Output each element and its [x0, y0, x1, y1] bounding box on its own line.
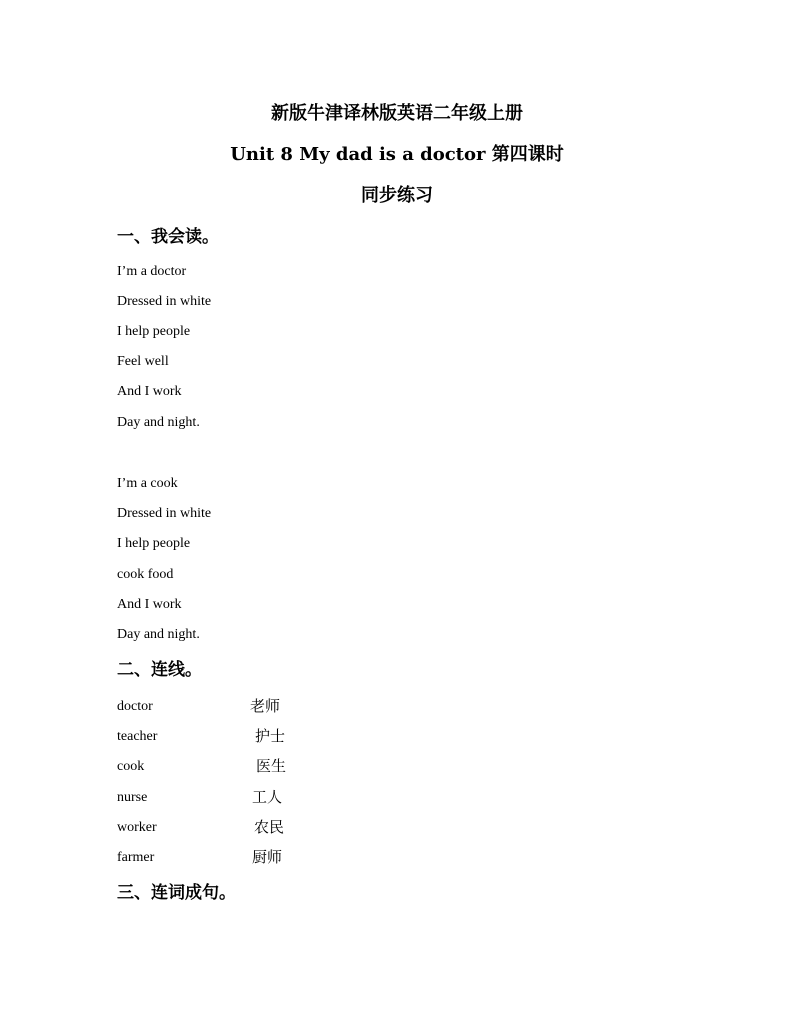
title-line-1: 新版牛津译林版英语二年级上册 — [271, 103, 523, 124]
poem2-line: I’m a cook — [117, 476, 178, 491]
match-english-word: nurse — [117, 790, 148, 805]
match-chinese-word: 厨师 — [252, 848, 283, 866]
poem2-line: cook food — [117, 567, 174, 582]
title-line-3: 同步练习 — [361, 185, 433, 206]
match-chinese-word: 医生 — [256, 757, 287, 775]
poem1-line: Dressed in white — [117, 294, 212, 309]
match-english-word: teacher — [117, 729, 158, 744]
poem2-line: Dressed in white — [117, 506, 212, 521]
match-english-word: doctor — [117, 699, 153, 714]
match-chinese-word: 农民 — [254, 818, 285, 836]
match-chinese-word: 护士 — [255, 727, 286, 745]
poem2-line: And I work — [117, 597, 182, 612]
section3-heading: 三、连词成句。 — [117, 883, 236, 903]
poem2-line: I help people — [117, 536, 191, 551]
match-english-word: cook — [117, 759, 145, 774]
poem1-line: And I work — [117, 384, 182, 399]
section2-heading: 二、连线。 — [117, 660, 202, 680]
poem1-line: I’m a doctor — [117, 264, 187, 279]
title-line-2: Unit 8 My dad is a doctor 第四课时 — [230, 144, 564, 165]
poem1-line: Day and night. — [117, 415, 200, 430]
match-english-word: farmer — [117, 850, 155, 865]
match-chinese-word: 工人 — [252, 788, 283, 806]
match-chinese-word: 老师 — [250, 697, 281, 715]
poem2-line: Day and night. — [117, 627, 200, 642]
match-english-word: worker — [117, 820, 157, 835]
poem1-line: Feel well — [117, 354, 169, 369]
poem1-line: I help people — [117, 324, 191, 339]
section1-heading: 一、我会读。 — [117, 227, 219, 247]
